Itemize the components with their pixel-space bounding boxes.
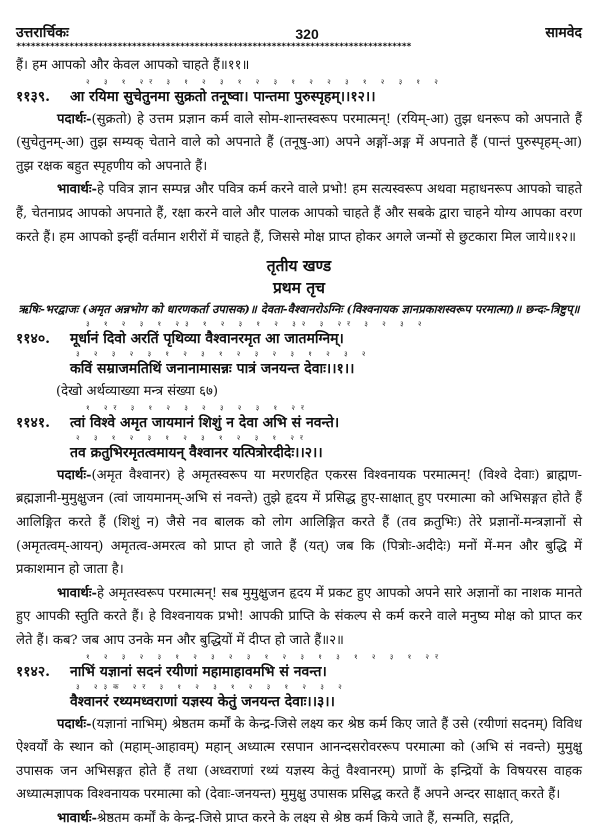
bhavartha-text: हे पवित्र ज्ञान सम्पन्न और पवित्र कर्म करने वाले प्रभो! हम सत्यस्वरूप अथवा महाधनरूप आपको चाहते हैं, चेतनाप्रद आपको अपनाते हैं, रक्षा करने वाले और पालक आपको चाहते हैं और सबके द्वारा चाहने योग्य आपका वरण करते हैं। हम आपको इन्हीं वर्तमान शरीरों में चाहते हैं, जिससे मोक्ष प्राप्त होकर अगले जन्मों से छुटकारा मिल जाये॥१२॥ <box>16 182 582 245</box>
bhavartha-label: भावार्थः- <box>57 810 97 826</box>
mantra-1142 <box>16 653 582 713</box>
padartha-text: (यज्ञानां नाभिम्) श्रेष्ठतम कर्मों के केन्द्र-जिसे लक्ष्य कर श्रेष्ठ कर्म किए जाते हैं उसे (रयीणां सदनम्) विविध ऐश्वर्यों के स्थान को (महाम्-आहावम्) महान् अध्यात्म रसपान आनन्दसरोवररूप परमात्मा को (अभि सं नवन्ते) मुमुक्षु उपासक जन अभिसङ्गत होते हैं तथा (अध्वराणां रथ्यं यज्ञस्य केतुं वैश्वानरम्) प्राणों के इन्द्रियों के विषयरस वाहक अध्यात्मज्ञापक विश्वनायक परमात्मा को (देवाः-जनयन्त) मुमुक्षु उपासक प्रसिद्ध करते हैं अपने अन्दर साक्षात् करते हैं। <box>16 716 582 803</box>
page-number: 320 <box>295 26 319 42</box>
bhavartha-text: श्रेष्ठतम कर्मों के केन्द्र-जिसे प्राप्त करने के लक्ष्य से श्रेष्ठ कर्म किये जाते हैं, सन्मति, सद्गति, <box>97 810 514 826</box>
bhavartha-1141 <box>16 582 582 653</box>
header-section-title: उत्तरार्चिकः <box>16 25 69 41</box>
svara-marks: ३ २३क २र ३ १ २ ३ १ २ ३ १ २ ३ २ <box>76 682 348 691</box>
svara-marks: १ २ ३ २ ३ १ २ ३ २ ३ १ २ ३ १ ३ १ २ ३ १ २र <box>86 652 444 661</box>
mantra-number: ११३९. <box>16 88 50 105</box>
mantra-1141 <box>16 404 582 464</box>
mantra-1140 <box>16 320 582 380</box>
svara-marks: १ २र ३ १ २ ३ २ ३ २ ३ १ २र <box>86 403 310 412</box>
mantra-number: ११४२. <box>16 663 50 680</box>
running-header <box>16 22 582 42</box>
padartha-1139 <box>16 108 582 179</box>
rishi-devata-chhand: ऋषिः-भरद्वाजः (अमृत अन्नभोग को धारणकर्ता उपासक)॥ देवता-वैश्वानरोऽग्निः (विश्वनायक ज्ञानप्रकाशस्वरूप परमात्मा)॥ छन्दः-त्रिष्टुप्॥ <box>18 302 580 317</box>
cross-reference: (देखो अर्थव्याख्या मन्त्र संख्या ६७) <box>56 384 218 400</box>
mantra-line-1: मूर्धानं दिवो अरतिं पृथिव्या वैश्वानरमृत आ जातमग्निम्। <box>70 331 344 348</box>
bhavartha-1139 <box>16 178 582 249</box>
bhavartha-1142 <box>16 807 582 830</box>
svara-marks: २ ३ १ २र ३ १ २ ३ १ २ ३ १ २ २ ३ १ २ ३ १ २ <box>86 77 444 86</box>
svara-marks: ३ १ २ ३ १ २३ १ २ ३ १ २ ३२ ३ २र ३ २ ३ २ <box>86 320 428 329</box>
khand-heading: तृतीय खण्ड <box>266 256 332 276</box>
bhavartha-text: हे अमृतस्वरूप परमात्मन्! सब मुमुक्षुजन हृदय में प्रकट हुए आपको अपने सारे अज्ञानों का नाशक मानते हुए आपकी स्तुति करते हैं। हे विश्वनायक प्रभो! आपकी प्राप्ति के संकल्प से कर्म करने वाले मनुष्य मोक्ष को प्राप्त कर लेते हैं। कब? जब आप उनके मन और बुद्धियों में दीप्त हो जाते हैं॥२॥ <box>16 585 582 648</box>
mantra-number: ११४०. <box>16 331 50 348</box>
mantra-1139 <box>16 78 582 108</box>
bhavartha-label: भावार्थः- <box>57 585 97 601</box>
bhavartha-label: भावार्थः- <box>57 182 97 198</box>
mantra-line-1: त्वां विश्वे अमृत जायमानं शिशुं न देवा अभि सं नवन्ते। <box>70 414 340 431</box>
continuation-text: हैं। हम आपको और केवल आपको चाहते हैं॥११॥ <box>16 58 250 73</box>
padartha-text: (सुक्रतो) हे उत्तम प्रज्ञान कर्म वाले सोम-शान्तस्वरूप परमात्मन्! (रयिम्-आ) तुझ धनरूप को अपनाते हैं (सुचेतुनम्-आ) तुझ सम्यक् चेताने वाले को अपनाते हैं (तनूषु-आ) अपने अङ्गों-अङ्ग में अपनाते हैं (पान्तं पुरुस्पृहम्-आ) तुझ रक्षक बहुत स्पृहणीय को अपनाते हैं। <box>16 111 582 174</box>
padartha-1141 <box>16 464 582 582</box>
page-body <box>16 54 582 830</box>
padartha-text: (अमृत वैश्वानर) हे अमृतस्वरूप या मरणरहित एकरस विश्वनायक परमात्मन्! (विश्वे देवाः) ब्राह्मण-ब्रह्मज्ञानी-मुमुक्षुजन (त्वां जायमानम्-अभि सं नवन्ते) तुझे हृदय में प्रसिद्ध हुए-साक्षात् हुए परमात्मा को अभिसङ्गत होते हैं आलिङ्गित करते हैं (शिशुं न) जैसे नव बालक को लोग आलिङ्गित करते हैं (तव क्रतुभिः) तेरे प्रज्ञानों-मन्त्रज्ञानों से (अमृतत्वम्-आयन्) अमृतत्व-अमरत्व को प्राप्त हो जाते हैं (यत्) जब कि (पित्रोः-अदीदेः) मनों में-मन और बुद्धि में प्रकाशमान हो जाता है। <box>16 467 582 578</box>
svara-marks: ३ २ ३ २ ३ १ २ ३ १ २ ३ २ ३ १ २ ३ २ <box>76 350 372 359</box>
svara-marks: २ ३ १ २ ३ १ २ ३ १ २ ३ १ २र <box>76 433 309 442</box>
padartha-label: पदार्थः- <box>57 111 92 127</box>
padartha-label: पदार्थः- <box>57 467 92 483</box>
padartha-label: पदार्थः- <box>57 716 92 732</box>
trich-heading: प्रथम तृच <box>272 278 326 298</box>
mantra-line-2: वैश्वानरं रथ्यमध्वराणां यज्ञस्य केतुं जनयन्त देवाः।।३।। <box>70 693 335 710</box>
mantra-line-2: कविं सम्राजमतिथिं जनानामासन्नः पात्रं जनयन्त देवाः।।१।। <box>70 361 355 378</box>
header-separator: ********************************************************************************** <box>16 42 412 52</box>
mantra-number: ११४१. <box>16 414 50 431</box>
padartha-1142 <box>16 713 582 807</box>
mantra-text: आ रयिमा सुचेतुनमा सुक्रतो तनूष्वा। पान्तमा पुरुस्पृहम्।।१२।। <box>70 88 376 105</box>
mantra-line-1: नाभिं यज्ञानां सदनं रयीणां महामाहावमभि सं नवन्त। <box>70 663 327 680</box>
header-book-title: सामवेद <box>545 25 582 41</box>
mantra-line-2: तव क्रतुभिरमृतत्वमायन् वैश्वानर यत्पित्रोरदीदेः।।२।। <box>70 444 323 461</box>
